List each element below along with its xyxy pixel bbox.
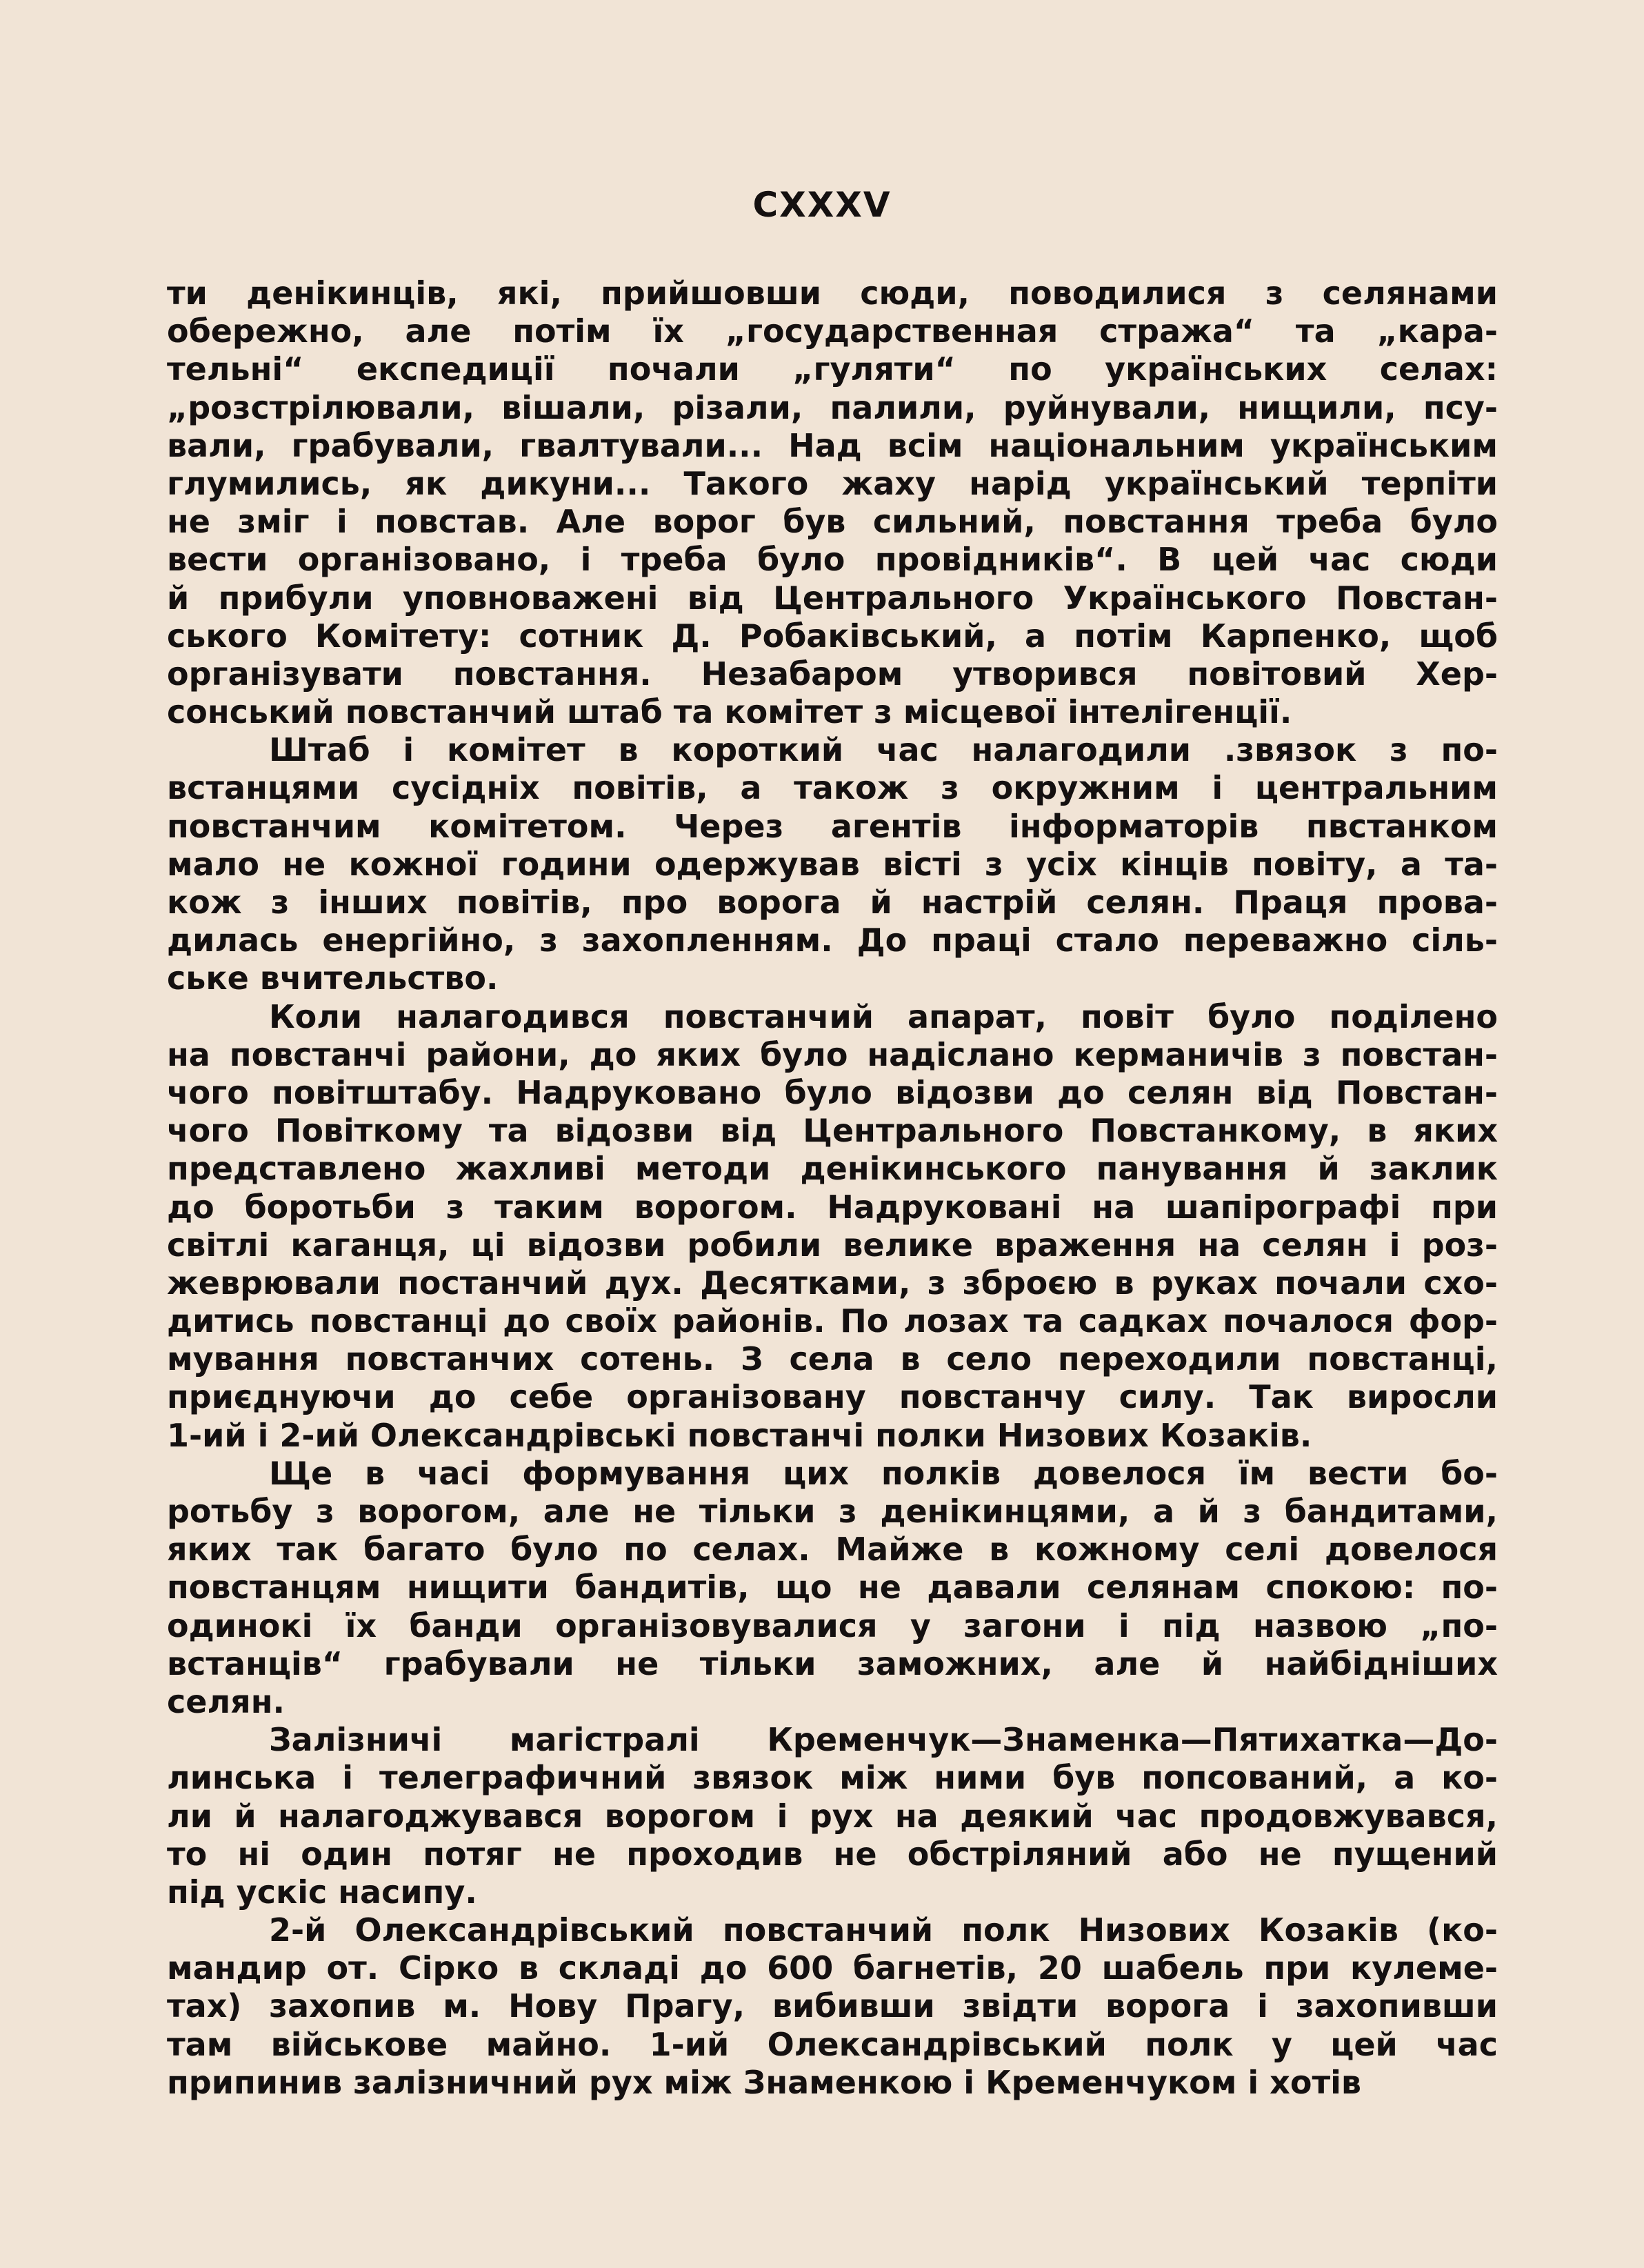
text-line: приєднуючи до себе організовану повстанчу силу. Так виросли	[167, 1378, 1498, 1416]
text-line: мало не кожної години одержував вісті з усіх кінців повіту, а та-	[167, 845, 1498, 883]
text-line: припинив залізничний рух між Знаменкою і Кременчуком і хотів	[167, 2063, 1361, 2101]
text-line: мандир от. Сірко в складі до 600 багнетів, 20 шабель при кулеме-	[167, 1949, 1498, 1987]
text-line: дитись повстанці до своїх районів. По лозах та садках почалося фор-	[167, 1302, 1498, 1340]
text-line: то ні один потяг не проходив не обстріляний або не пущений	[167, 1835, 1498, 1873]
text-line: Коли налагодився повстанчий апарат, повіт було поділено	[269, 997, 1498, 1035]
text-line: селян.	[167, 1682, 285, 1720]
text-line: „розстрілювали, вішали, різали, палили, руйнували, нищили, псу-	[167, 388, 1498, 426]
text-line: повстанчим комітетом. Через агентів інформаторів пвстанком	[167, 807, 1498, 845]
text-line: жеврювали постанчий дух. Десятками, з зброєю в руках почали схо-	[167, 1264, 1498, 1302]
text-line: ти денікинців, які, прийшовши сюди, поводилися з селянами	[167, 275, 1498, 312]
text-line: не зміг і повстав. Але ворог був сильний, повстання треба було	[167, 503, 1498, 541]
paragraph	[167, 1721, 1498, 1911]
text-line: повстанцям нищити бандитів, що не давали селянам спокою: по-	[167, 1569, 1498, 1606]
text-line: дилась енергійно, з захопленням. До праці стало переважно сіль-	[167, 922, 1498, 959]
text-line: глумились, як дикуни... Такого жаху нарід український терпіти	[167, 464, 1498, 502]
text-line: тельні“ експедиції почали „гуляти“ по українських селах:	[167, 350, 1498, 388]
text-line: ське вчительство.	[167, 959, 499, 997]
text-line: 2-й Олександрівський повстанчий полк Низових Козаків (ко-	[269, 1911, 1498, 1949]
paragraph	[167, 998, 1498, 1455]
paragraph	[167, 731, 1498, 997]
text-line: Залізничі магістралі Кременчук—Знаменка—Пятихатка—До-	[269, 1721, 1498, 1759]
text-line: світлі каганця, ці відозви робили велике враження на селян і роз-	[167, 1226, 1498, 1264]
text-line: линська і телеграфичний звязок між ними був попсований, а ко-	[167, 1759, 1498, 1797]
text-line: одинокі їх банди організовувалися у загони і під назвою „по-	[167, 1606, 1498, 1644]
text-line: чого повітштабу. Надруковано було відозви до селян від Повстан-	[167, 1073, 1498, 1111]
page-number: CXXXV	[752, 185, 892, 225]
text-line: 1-ий і 2-ий Олександрівські повстанчі полки Низових Козаків.	[167, 1416, 1312, 1454]
text-line: й прибули уповноважені від Центрального Українського Повстан-	[167, 579, 1498, 617]
text-line: мування повстанчих сотень. З села в село переходили повстанці,	[167, 1340, 1498, 1378]
paragraph	[167, 1455, 1498, 1721]
text-line: на повстанчі райони, до яких було надіслано керманичів з повстан-	[167, 1035, 1498, 1073]
text-line: встанців“ грабували не тільки заможних, але й найбідніших	[167, 1644, 1498, 1682]
text-line: Ще в часі формування цих полків довелося їм вести бо-	[269, 1454, 1498, 1492]
text-line: яких так багато було по селах. Майже в кожному селі довелося	[167, 1531, 1498, 1569]
text-line: до боротьби з таким ворогом. Надруковані на шапірографі при	[167, 1188, 1498, 1226]
text-line: ли й налагоджувався ворогом і рух на деякий час продовжувався,	[167, 1797, 1498, 1835]
text-line: під ускіс насипу.	[167, 1873, 477, 1911]
text-line: ського Комітету: сотник Д. Робаківський, а потім Карпенко, щоб	[167, 617, 1498, 655]
paragraph	[167, 1911, 1498, 2102]
text-line: Штаб і комітет в короткий час налагодили .звязок з по-	[269, 731, 1498, 769]
text-line: сонський повстанчий штаб та комітет з місцевої інтелігенції.	[167, 693, 1292, 731]
text-line: обережно, але потім їх „государственная стража“ та „кара-	[167, 312, 1498, 350]
text-line: кож з інших повітів, про ворога й настрій селян. Праця прова-	[167, 884, 1498, 921]
body-text	[167, 275, 1498, 2102]
text-line: там військове майно. 1-ий Олександрівський полк у цей час	[167, 2025, 1498, 2063]
text-line: вести організовано, і треба було провідників“. В цей час сюди	[167, 541, 1498, 579]
paragraph	[167, 275, 1498, 731]
text-line: організувати повстання. Незабаром утворився повітовий Хер-	[167, 655, 1498, 693]
text-line: представлено жахливі методи денікинського панування й заклик	[167, 1150, 1498, 1188]
text-line: ротьбу з ворогом, але не тільки з денікинцями, а й з бандитами,	[167, 1493, 1498, 1530]
text-line: вали, грабували, гвалтували... Над всім національним українським	[167, 426, 1498, 464]
text-line: тах) захопив м. Нову Прагу, вибивши звідти ворога і захопивши	[167, 1987, 1498, 2025]
text-line: чого Повіткому та відозви від Центрального Повстанкому, в яких	[167, 1112, 1498, 1150]
text-line: встанцями сусідніх повітів, а також з окружним і центральним	[167, 769, 1498, 807]
